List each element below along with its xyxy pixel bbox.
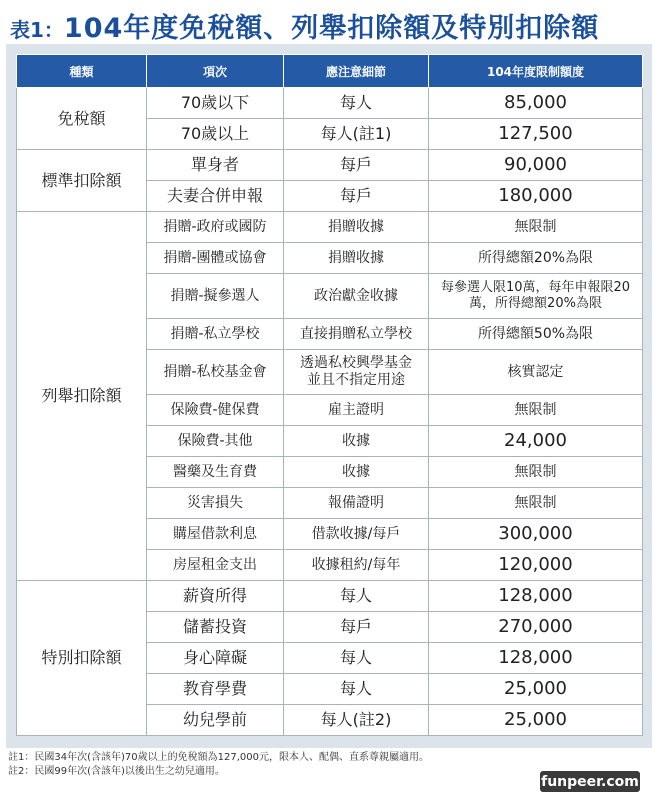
detail-cell: 每人(註2) [284, 705, 429, 736]
brand-watermark: funpeer.com [540, 771, 640, 792]
limit-cell: 無限制 [429, 457, 643, 488]
category-cell: 特別扣除額 [17, 581, 147, 736]
item-cell: 房屋租金支出 [147, 550, 284, 581]
header-limit: 104年度限制額度 [429, 55, 643, 88]
item-cell: 儲蓄投資 [147, 612, 284, 643]
detail-cell: 每戶 [284, 181, 429, 212]
limit-cell: 核實認定 [429, 350, 643, 395]
detail-cell: 借款收據/每戶 [284, 519, 429, 550]
limit-cell: 無限制 [429, 212, 643, 243]
limit-cell: 270,000 [429, 612, 643, 643]
item-cell: 捐贈-私立學校 [147, 319, 284, 350]
header-category: 種類 [17, 55, 147, 88]
item-cell: 購屋借款利息 [147, 519, 284, 550]
limit-cell: 25,000 [429, 705, 643, 736]
limit-cell: 127,500 [429, 119, 643, 150]
footnote-1: 註1：民國34年次(含該年)70歲以上的免稅額為127,000元，限本人、配偶、直系尊親屬適用。 [8, 752, 429, 763]
limit-cell: 180,000 [429, 181, 643, 212]
detail-cell: 捐贈收據 [284, 212, 429, 243]
detail-cell: 每戶 [284, 150, 429, 181]
title-prefix: 表1： [10, 18, 64, 42]
limit-cell: 128,000 [429, 643, 643, 674]
limit-cell: 所得總額50%為限 [429, 319, 643, 350]
page-title [10, 6, 600, 44]
detail-cell: 每人(註1) [284, 119, 429, 150]
detail-cell: 每人 [284, 88, 429, 119]
detail-cell: 每人 [284, 581, 429, 612]
item-cell: 捐贈-私校基金會 [147, 350, 284, 395]
limit-cell: 85,000 [429, 88, 643, 119]
item-cell: 70歲以上 [147, 119, 284, 150]
table-row [17, 88, 643, 119]
header-item: 項次 [147, 55, 284, 88]
item-cell: 身心障礙 [147, 643, 284, 674]
detail-cell: 每人 [284, 674, 429, 705]
footnotes [8, 751, 528, 779]
table-row [17, 212, 643, 243]
item-cell: 捐贈-擬參選人 [147, 274, 284, 319]
limit-cell: 300,000 [429, 519, 643, 550]
limit-cell: 所得總額20%為限 [429, 243, 643, 274]
item-cell: 醫藥及生育費 [147, 457, 284, 488]
item-cell: 捐贈-團體或協會 [147, 243, 284, 274]
header-detail: 應注意細節 [284, 55, 429, 88]
category-cell: 標準扣除額 [17, 150, 147, 212]
limit-cell: 每參選人限10萬，每年申報限20萬，所得總額20%為限 [429, 274, 643, 319]
item-cell: 保險費-其他 [147, 426, 284, 457]
detail-cell: 收據 [284, 457, 429, 488]
category-cell: 列舉扣除額 [17, 212, 147, 581]
limit-cell: 120,000 [429, 550, 643, 581]
item-cell: 單身者 [147, 150, 284, 181]
table-panel [6, 44, 652, 748]
item-cell: 保險費-健保費 [147, 395, 284, 426]
title-main: 104年度免稅額、列舉扣除額及特別扣除額 [63, 13, 600, 44]
item-cell: 災害損失 [147, 488, 284, 519]
item-cell: 捐贈-政府或國防 [147, 212, 284, 243]
limit-cell: 無限制 [429, 488, 643, 519]
table-header-row [17, 55, 643, 88]
footnote-2: 註2：民國99年次(含該年)以後出生之幼兒適用。 [8, 766, 225, 777]
limit-cell: 無限制 [429, 395, 643, 426]
limit-cell: 128,000 [429, 581, 643, 612]
item-cell: 夫妻合併申報 [147, 181, 284, 212]
limit-cell: 25,000 [429, 674, 643, 705]
table-row [17, 150, 643, 181]
detail-cell: 收據租約/每年 [284, 550, 429, 581]
limit-cell: 90,000 [429, 150, 643, 181]
detail-cell: 雇主證明 [284, 395, 429, 426]
detail-cell: 報備證明 [284, 488, 429, 519]
limit-cell: 24,000 [429, 426, 643, 457]
item-cell: 教育學費 [147, 674, 284, 705]
detail-cell: 透過私校興學基金並且不指定用途 [284, 350, 429, 395]
detail-cell: 每人 [284, 643, 429, 674]
detail-cell: 捐贈收據 [284, 243, 429, 274]
detail-cell: 收據 [284, 426, 429, 457]
detail-cell: 直接捐贈私立學校 [284, 319, 429, 350]
detail-cell: 政治獻金收據 [284, 274, 429, 319]
category-cell: 免稅額 [17, 88, 147, 150]
detail-cell: 每戶 [284, 612, 429, 643]
deduction-table [16, 54, 643, 736]
item-cell: 薪資所得 [147, 581, 284, 612]
table-row [17, 581, 643, 612]
item-cell: 70歲以下 [147, 88, 284, 119]
item-cell: 幼兒學前 [147, 705, 284, 736]
